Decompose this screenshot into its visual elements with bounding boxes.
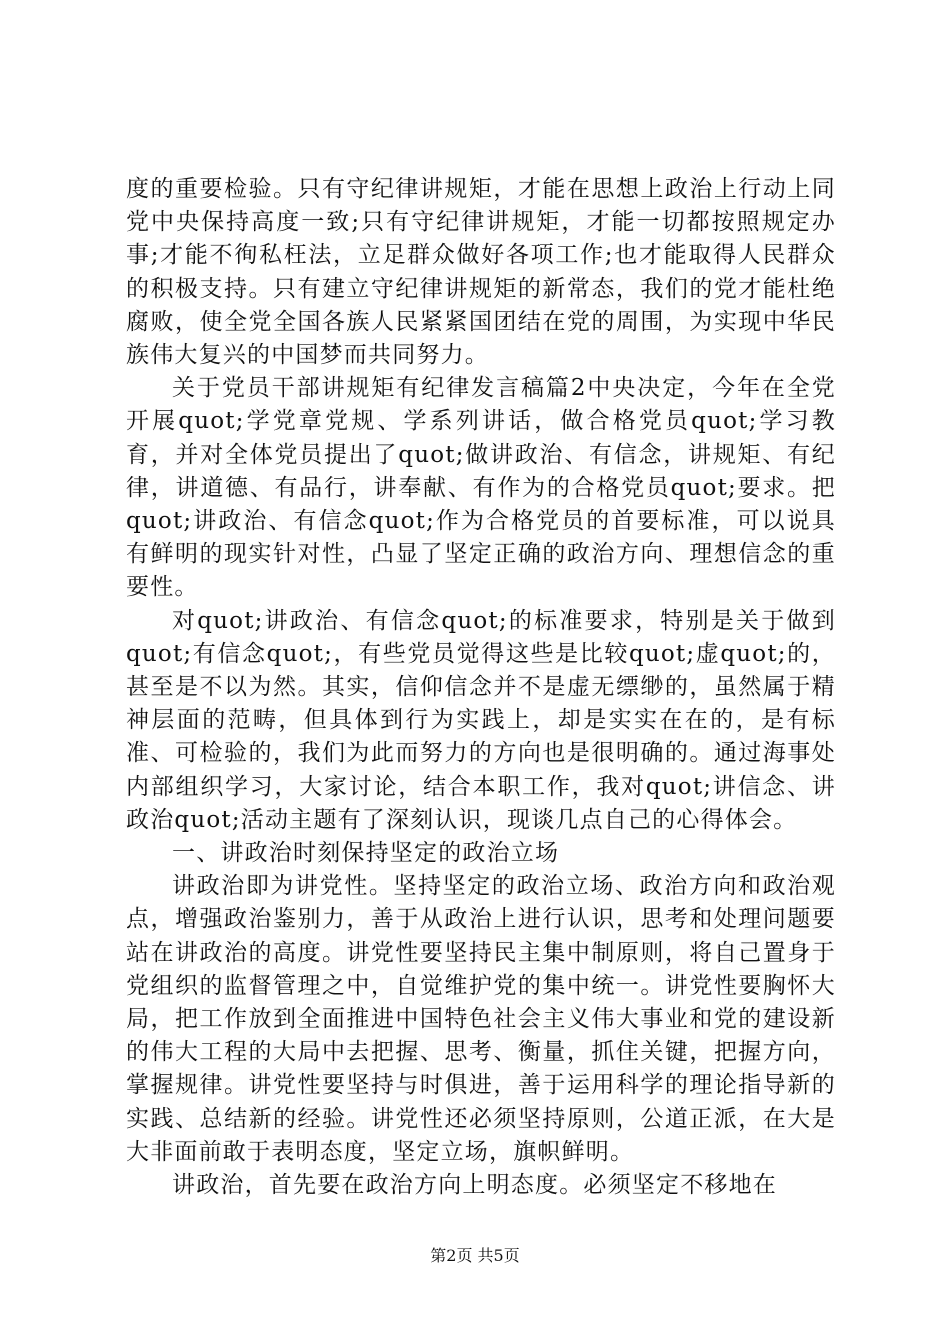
paragraph-2: 关于党员干部讲规矩有纪律发言稿篇2中央决定，今年在全党开展quot;学党章党规、学系列讲话，做合格党员quot;学习教育，并对全体党员提出了quot;做讲政治、有信念，讲规矩、有纪律，讲道德、有品行，讲奉献、有作为的合格党员quot;要求。把quot;讲政治、有信念quot;作为合格党员的首要标准，可以说具有鲜明的现实针对性，凸显了坚定正确的政治方向、理想信念的重要性。 bbox=[126, 375, 836, 601]
paragraph-1: 度的重要检验。只有守纪律讲规矩，才能在思想上政治上行动上同党中央保持高度一致;只有守纪律讲规矩，才能一切都按照规定办事;才能不徇私枉法，立足群众做好各项工作;也才能取得人民群众的积极支持。只有建立守纪律讲规矩的新常态，我们的党才能杜绝腐败，使全党全国各族人民紧紧国团结在党的周围，为实现中华民族伟大复兴的中国梦而共同努力。 bbox=[126, 176, 836, 369]
document-body bbox=[126, 173, 836, 1202]
paragraph-4: 讲政治即为讲党性。坚持坚定的政治立场、政治方向和政治观点，增强政治鉴别力，善于从政治上进行认识，思考和处理问题要站在讲政治的高度。讲党性要坚持民主集中制原则，将自己置身于党组织的监督管理之中，自觉维护党的集中统一。讲党性要胸怀大局，把工作放到全面推进中国特色社会主义伟大事业和党的建设新的伟大工程的大局中去把握、思考、衡量，抓住关键，把握方向，掌握规律。讲党性要坚持与时俱进，善于运用科学的理论指导新的实践、总结新的经验。讲党性还必须坚持原则，公道正派，在大是大非面前敢于表明态度，坚定立场，旗帜鲜明。 bbox=[126, 873, 836, 1165]
section-heading: 一、讲政治时刻保持坚定的政治立场 bbox=[172, 840, 560, 867]
paragraph-3: 对quot;讲政治、有信念quot;的标准要求，特别是关于做到quot;有信念quot;，有些党员觉得这些是比较quot;虚quot;的，甚至是不以为然。其实，信仰信念并不是虚无缥缈的，虽然属于精神层面的范畴，但具体到行为实践上，却是实实在在的，是有标准、可检验的，我们为此而努力的方向也是很明确的。通过海事处内部组织学习，大家讨论，结合本职工作，我对quot;讲信念、讲政治quot;活动主题有了深刻认识，现谈几点自己的心得体会。 bbox=[126, 607, 836, 833]
page-number-footer: 第2页 共5页 bbox=[430, 1246, 520, 1265]
paragraph-5: 讲政治，首先要在政治方向上明态度。必须坚定不移地在 bbox=[172, 1172, 777, 1199]
